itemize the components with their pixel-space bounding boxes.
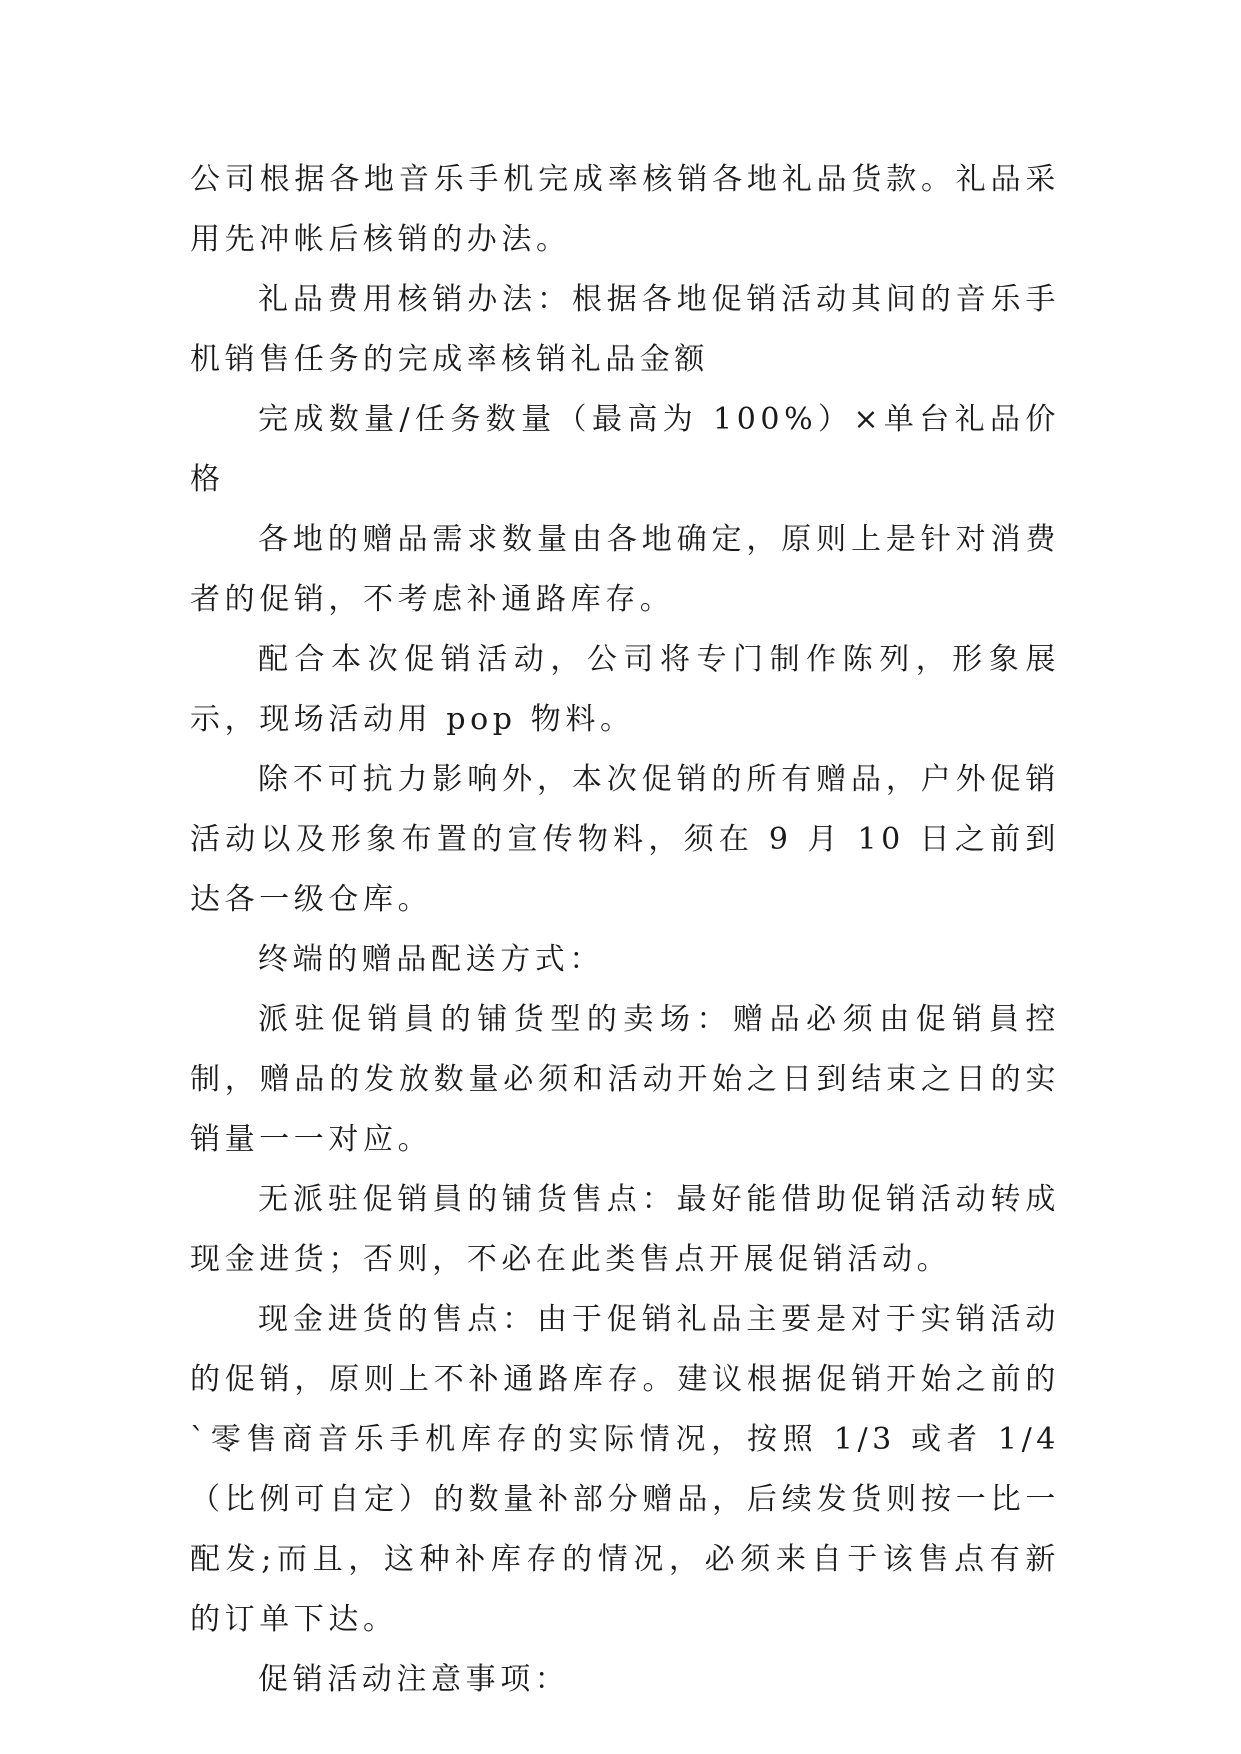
paragraph-display-materials: 配合本次促销活动，公司将专门制作陈列，形象展示，现场活动用 pop 物料。 [190, 642, 1060, 737]
paragraph-formula: 完成数量/任务数量（最高为 100%）×单台礼品价格 [190, 402, 1060, 497]
paragraph-unstaffed-stores: 无派驻促销員的铺货售点：最好能借助促销活动转成现金进货；否则，不必在此类售点开展促销活动。 [190, 1182, 1060, 1277]
paragraph-delivery-deadline: 除不可抗力影响外，本次促销的所有赠品，户外促销活动以及形象布置的宣传物料，须在 9 月 10 日之前到达各一级仓库。 [190, 762, 1060, 917]
document-body [190, 150, 1060, 1710]
paragraph-distribution-heading: 终端的赠品配送方式： [258, 942, 604, 977]
paragraph-gift-cost-method: 礼品费用核销办法：根据各地促销活动其间的音乐手机销售任务的完成率核销礼品金额 [190, 282, 1060, 377]
paragraph-cash-stores: 现金进货的售点：由于促销礼品主要是对于实销活动的促销，原则上不补通路库存。建议根据促销开始之前的`零售商音乐手机库存的实际情况，按照 1/3 或者 1/4（比例可自定）的数量补部分赠品，后续发货则按一比一配发;而且，这种补库存的情况，必须来自于该售点有新的订单下达。 [190, 1302, 1060, 1637]
paragraph-gift-reimbursement: 公司根据各地音乐手机完成率核销各地礼品货款。礼品采用先冲帐后核销的办法。 [190, 162, 1060, 257]
paragraph-precautions-heading: 促销活动注意事项： [258, 1662, 570, 1697]
paragraph-staffed-stores: 派驻促销員的铺货型的卖场：赠品必须由促销員控制，赠品的发放数量必须和活动开始之日到结束之日的实销量一一对应。 [190, 1002, 1060, 1157]
paragraph-gift-quantity: 各地的赠品需求数量由各地确定，原则上是针对消费者的促销，不考虑补通路库存。 [190, 522, 1060, 617]
